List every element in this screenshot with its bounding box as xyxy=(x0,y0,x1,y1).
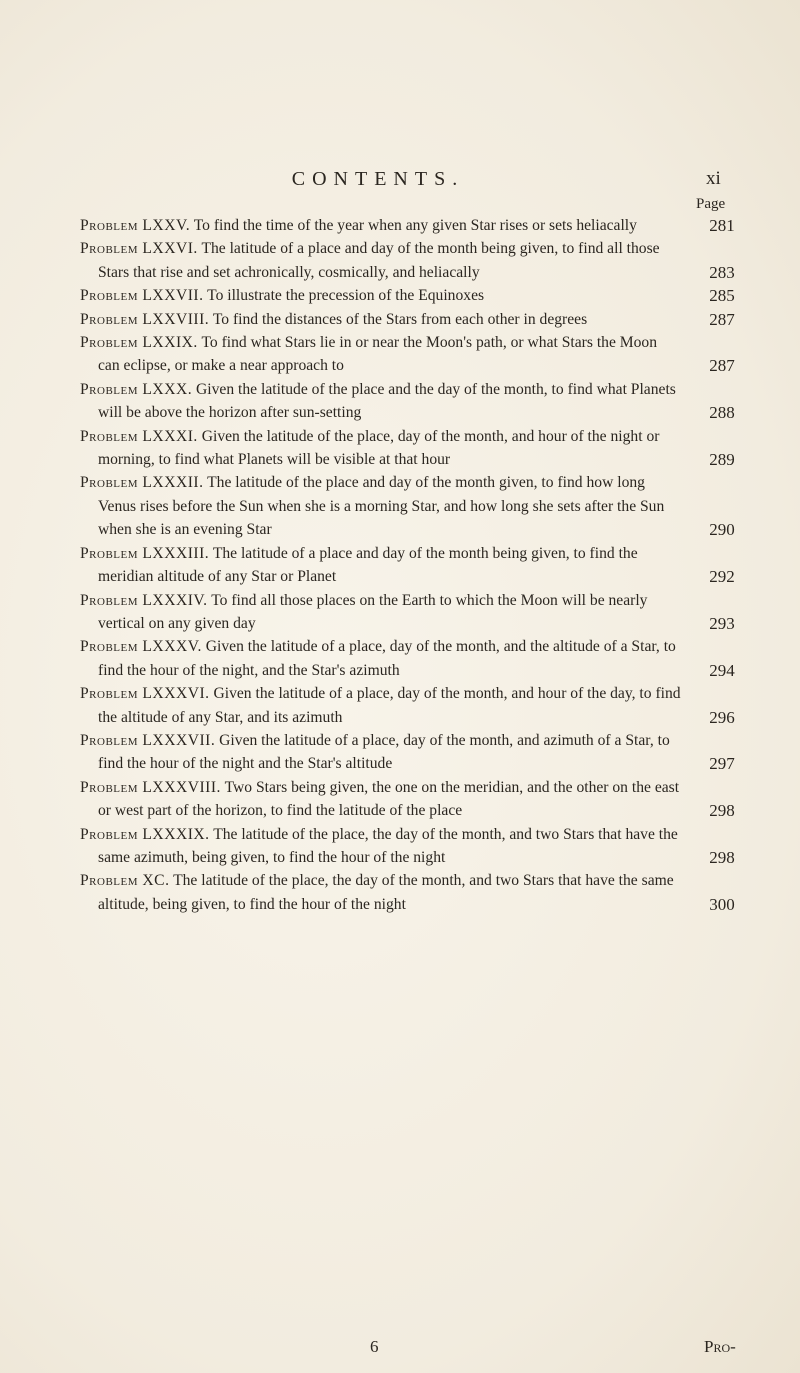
running-header xyxy=(0,168,800,198)
entry-text xyxy=(80,425,682,472)
problem-description: Given the latitude of a place, day of the month, and the altitude of a Star, to find the hour of the night, and the Star's azimuth xyxy=(98,638,676,679)
page-title: CONTENTS. xyxy=(291,168,465,190)
problem-description: The latitude of the place, the day of the month, and two Stars that have the same altitude, being given, to find the hour of the night xyxy=(98,872,674,913)
page-number: 294 xyxy=(709,660,735,680)
problem-label: Problem LXXVII. xyxy=(80,287,204,305)
entry-text xyxy=(80,308,682,331)
contents-entry xyxy=(80,776,752,823)
entry-text xyxy=(80,776,682,823)
problem-description: Given the latitude of the place and the day of the month, to find what Planets will be above the horizon after sun-setting xyxy=(98,380,676,422)
problem-description: To find what Stars lie in or near the Moon's path, or what Stars the Moon can eclipse, or make a near approach to xyxy=(98,334,658,375)
problem-description: Given the latitude of the place, day of the month, and hour of the night or morning, to find what Planets will be visible at that hour xyxy=(98,427,660,469)
problem-description: The latitude of a place and day of the month being given, to find the meridian altitude of any Star or Planet xyxy=(98,544,638,586)
problem-label: Problem LXXXVIII. xyxy=(80,778,221,796)
problem-description: Given the latitude of a place, day of the month, and hour of the day, to find the altitude of any Star, and its azimuth xyxy=(98,685,681,726)
problem-label: Problem LXXIX. xyxy=(80,334,198,352)
problem-description: To find the time of the year when any given Star rises or sets heliacally xyxy=(193,217,637,234)
entry-text xyxy=(80,869,682,916)
problem-description: The latitude of a place and day of the month being given, to find all those Stars that rise and set achronically, cosmically, and heliacally xyxy=(98,240,660,281)
problem-label: Problem LXXV. xyxy=(80,217,191,234)
page-number: 283 xyxy=(709,262,735,282)
page-number: 281 xyxy=(709,216,735,235)
problem-label: Problem LXXXI. xyxy=(80,427,198,445)
page-number: 298 xyxy=(709,847,735,867)
entry-text xyxy=(80,214,682,237)
contents-entry xyxy=(80,214,752,237)
page-number: 287 xyxy=(709,309,735,329)
page-number: 292 xyxy=(709,567,735,587)
page-number: 285 xyxy=(709,286,735,306)
problem-label: Problem LXXXV. xyxy=(80,638,202,656)
entry-text xyxy=(80,542,682,589)
entry-text xyxy=(80,378,682,425)
entry-text xyxy=(80,284,682,307)
contents-entry xyxy=(80,237,752,284)
contents-list xyxy=(80,214,752,916)
problem-description: The latitude of the place, the day of the month, and two Stars that have the same azimuth, being given, to find the hour of the night xyxy=(98,825,678,866)
problem-label: Problem LXXXVII. xyxy=(80,731,216,749)
contents-entry xyxy=(80,542,752,589)
entry-text xyxy=(80,823,682,870)
contents-entry xyxy=(80,284,752,307)
contents-entry xyxy=(80,682,752,729)
contents-entry xyxy=(80,729,752,776)
problem-label: Problem LXXVI. xyxy=(80,240,198,258)
problem-description: To find the distances of the Stars from each other in degrees xyxy=(212,310,588,328)
contents-entry xyxy=(80,331,752,378)
problem-label: Problem LXXXVI. xyxy=(80,685,210,703)
problem-label: Problem LXXXIII. xyxy=(80,544,210,562)
contents-entry xyxy=(80,823,752,870)
contents-entry xyxy=(80,869,752,916)
entry-text xyxy=(80,729,682,776)
page-number: 287 xyxy=(709,356,735,376)
page-number: 289 xyxy=(709,450,735,470)
entry-text xyxy=(80,682,682,729)
page-footer xyxy=(0,1337,800,1365)
problem-label: Problem LXXVIII. xyxy=(80,310,210,328)
problem-description: Given the latitude of a place, day of the month, and azimuth of a Star, to find the hour of the night and the Star's altitude xyxy=(98,731,670,773)
problem-label: Problem LXXXIV. xyxy=(80,591,208,609)
page-number: 293 xyxy=(709,613,735,633)
problem-description: To illustrate the precession of the Equinoxes xyxy=(207,287,485,305)
problem-label: Problem LXXXII. xyxy=(80,474,204,492)
problem-description: The latitude of the place and day of the month given, to find how long Venus rises before the Sun when she is a morning Star, and how long she sets after the Sun when she is an evening Star xyxy=(98,474,665,539)
problem-description: To find all those places on the Earth to which the Moon will be nearly vertical on any given day xyxy=(98,591,648,632)
problem-label: Problem XC. xyxy=(80,872,170,890)
contents-entry xyxy=(80,635,752,682)
contents-entry xyxy=(80,471,752,541)
page-number: 288 xyxy=(709,403,735,423)
contents-entry xyxy=(80,589,752,636)
entry-text xyxy=(80,331,682,378)
page-number: 297 xyxy=(709,754,735,774)
entry-text xyxy=(80,237,682,284)
folio-number: xi xyxy=(706,168,721,189)
problem-label: Problem LXXX. xyxy=(80,380,193,398)
page-number: 300 xyxy=(709,894,735,914)
catchword: Pro- xyxy=(704,1337,736,1356)
page-number: 298 xyxy=(709,801,735,821)
page-number: 290 xyxy=(709,520,735,540)
page-number: 296 xyxy=(709,707,735,727)
signature-mark: 6 xyxy=(370,1337,379,1356)
contents-entry xyxy=(80,308,752,331)
problem-label: Problem LXXXIX. xyxy=(80,825,210,843)
page-column-label: Page xyxy=(696,196,726,212)
problem-description: Two Stars being given, the one on the meridian, and the other on the east or west part of the horizon, to find the latitude of the place xyxy=(98,778,680,820)
entry-text xyxy=(80,589,682,636)
entry-text xyxy=(80,471,682,541)
entry-text xyxy=(80,635,682,682)
contents-entry xyxy=(80,378,752,425)
contents-entry xyxy=(80,425,752,472)
